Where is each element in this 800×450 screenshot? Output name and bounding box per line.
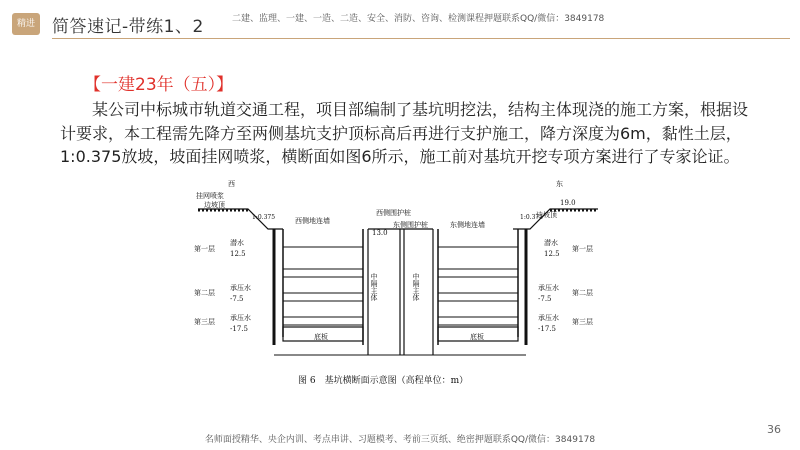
confined1-right-label: 承压水 [538, 284, 559, 292]
question-heading: 【一建23年（五）】 [84, 75, 234, 95]
layer2-right-label: 第二层 [572, 289, 593, 297]
layer2-left-label: 第二层 [194, 289, 215, 297]
left-pit [274, 229, 363, 345]
confined2-right-label: 承压水 [538, 314, 559, 322]
footer-contact-note: 名师面授精华、央企内训、考点串讲、习题模考、考前三页纸、绝密押题联系QQ/微信：3849178 [204, 435, 596, 445]
question-paragraph: 某公司中标城市轨道交通工程，项目部编制了基坑明挖法，结构主体现浇的施工方案，根据设计要求，本工程需先降方至两侧基坑支护顶标高后再进行支护施工，降方深度为6m，黏性土层，1:0.375放坡，坡面挂网喷浆，横断面如图6所示，施工前对基坑开挖专项方案进行了专家论证。 [60, 100, 749, 166]
page-title: 简答速记-带练1、2 [52, 17, 204, 37]
header-divider [52, 38, 790, 39]
west-pile-label: 西侧围护桩 [376, 209, 411, 217]
confined2-right-elev: -17.5 [538, 325, 556, 333]
east-wall-label: 东侧地连墙 [450, 221, 485, 229]
water-left-label: 潜水 [230, 239, 244, 247]
layer1-right-label: 第一层 [572, 245, 593, 253]
slope-ratio-left: 1:0.375 [252, 214, 276, 221]
figure-caption: 图 6 基坑横断面示意图（高程单位：m） [298, 376, 469, 386]
east-label: 东 [556, 180, 563, 188]
confined1-left-elev: -7.5 [230, 295, 244, 303]
right-pit [438, 229, 526, 345]
water-right-label: 潜水 [544, 239, 558, 247]
elevation-top-right: 19.0 [560, 199, 576, 207]
partition-right-label: 中隔主体 [412, 273, 420, 301]
west-label: 西 [228, 180, 235, 188]
cross-section-figure [188, 177, 608, 399]
base-right-label: 底板 [470, 333, 484, 341]
brand-logo: 精进 [12, 13, 40, 35]
base-left-label: 底板 [314, 333, 328, 341]
layer1-left-label: 第一层 [194, 245, 215, 253]
elevation-13-label: 13.0 [372, 229, 388, 237]
layer3-right-label: 第三层 [572, 318, 593, 326]
partition-left-label: 中隔主体 [370, 273, 378, 301]
layer3-left-label: 第三层 [194, 318, 215, 326]
confined2-left-label: 承压水 [230, 314, 251, 322]
slope-ratio-right: 1:0.375 [520, 214, 544, 221]
slope-top-left-label: 边坡顶 [204, 201, 225, 209]
water-right-elev: 12.5 [544, 250, 560, 258]
mesh-spray-label: 挂网喷浆 [196, 192, 224, 200]
west-wall-label: 西侧地连墙 [295, 217, 330, 225]
header-contact-note: 二建、监理、一建、一造、二造、安全、消防、咨询、检测课程押题联系QQ/微信：3849178 [232, 14, 605, 24]
slope-top-right-label: 边坡顶 [536, 211, 557, 219]
confined1-right-elev: -7.5 [538, 295, 552, 303]
confined2-left-elev: -17.5 [230, 325, 248, 333]
page-number: 36 [767, 423, 781, 436]
east-pile-label: 东侧围护桩 [393, 221, 428, 229]
water-left-elev: 12.5 [230, 250, 246, 258]
confined1-left-label: 承压水 [230, 284, 251, 292]
